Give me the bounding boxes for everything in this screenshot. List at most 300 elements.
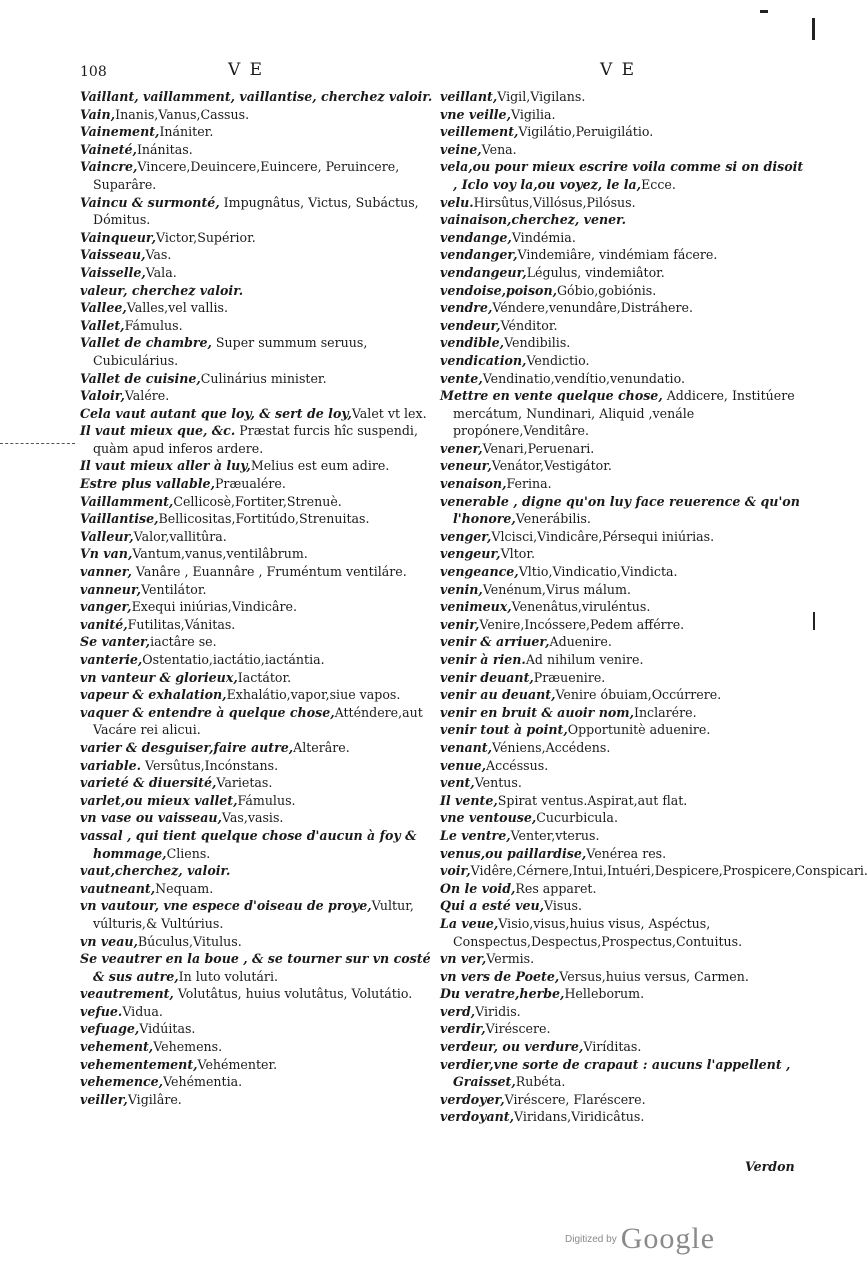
entry-headword: vener,: [440, 440, 483, 456]
dictionary-entry: [80, 545, 445, 563]
dictionary-entry: [80, 774, 445, 792]
dictionary-entry: [80, 598, 445, 616]
dictionary-entry: [440, 246, 805, 264]
entry-translation: Præualére.: [214, 476, 286, 492]
entry-translation: Valet vt lex.: [351, 405, 427, 421]
entry-translation: Vendinatio,vendítio,venundatio.: [482, 370, 685, 386]
entry-headword: Vaisseau,: [80, 247, 146, 263]
entry-headword: verd,: [440, 1003, 476, 1019]
entry-headword: verdier,vne sorte de crapaut : aucuns l'appellent , Graisset,: [440, 1056, 791, 1090]
dictionary-entry: [80, 282, 445, 300]
dictionary-entry: [80, 880, 445, 898]
entry-headword: vendre,: [440, 300, 493, 316]
entry-headword: Vallet,: [80, 317, 125, 333]
dictionary-entry: [440, 809, 805, 827]
dictionary-entry: [440, 774, 805, 792]
dictionary-entry: [440, 88, 805, 106]
dictionary-entry: [440, 915, 805, 950]
dictionary-entry: [80, 123, 445, 141]
dictionary-entry: [440, 317, 805, 335]
dictionary-entry: [440, 616, 805, 634]
entry-headword: vendication,: [440, 352, 527, 368]
entry-translation: Vendibilis.: [504, 335, 571, 351]
dictionary-entry: [440, 334, 805, 352]
google-watermark: [565, 1222, 715, 1256]
entry-translation: Vas.: [145, 247, 172, 263]
entry-translation: Accéssus.: [486, 757, 549, 773]
page-number: 108: [80, 64, 107, 80]
dictionary-entry: [440, 757, 805, 775]
dictionary-entry: [80, 317, 445, 335]
entry-headword: varlet,ou mieux vallet,: [80, 792, 238, 808]
entry-headword: veillant,: [440, 89, 498, 104]
entry-translation: Cucurbicula.: [536, 810, 618, 826]
entry-translation: Vénditor.: [500, 317, 558, 333]
entry-translation: Melius est eum adire.: [250, 458, 390, 474]
entry-headword: veillement,: [440, 124, 519, 140]
entry-translation: Vantum,vanus,ventilâbrum.: [132, 546, 308, 562]
entry-headword: Il vaut mieux aller à luy,: [80, 458, 251, 474]
entry-headword: vanterie,: [80, 652, 143, 667]
entry-translation: Cliens.: [166, 845, 211, 861]
entry-headword: vela,ou pour mieux escrire voila comme si on disoit , Iclo voy la,ou voyez, le la,: [440, 159, 804, 192]
entry-headword: verdeur, ou verdure,: [440, 1039, 584, 1055]
entry-headword: Vn van,: [80, 546, 133, 562]
entry-translation: Visus.: [544, 898, 582, 914]
entry-translation: Venari,Peruenari.: [482, 440, 595, 456]
entry-headword: Mettre en vente quelque chose,: [440, 388, 663, 404]
dictionary-entry: [80, 493, 445, 511]
entry-translation: Valére.: [124, 388, 170, 404]
entry-headword: vengeance,: [440, 564, 519, 580]
dictionary-entry: [80, 299, 445, 317]
entry-translation: Præstat furcis hîc suspendi, quàm apud inferos ardere.: [93, 423, 418, 456]
entry-translation: Venire óbuiam,Occúrrere.: [555, 687, 722, 703]
entry-translation: Spirat ventus.Aspirat,aut flat.: [497, 792, 688, 808]
entry-headword: Vallet de cuisine,: [80, 370, 201, 386]
dictionary-entry: [440, 1020, 805, 1038]
dictionary-entry: [80, 633, 445, 651]
dictionary-entry: [440, 581, 805, 599]
entry-translation: Vermis.: [486, 951, 535, 967]
entry-translation: Góbio,gobiónis.: [556, 282, 657, 298]
entry-headword: vefuage,: [80, 1021, 140, 1037]
dictionary-entry: [440, 968, 805, 986]
entry-headword: Du veratre,herbe,: [440, 986, 565, 1002]
dictionary-entry: [80, 405, 445, 423]
entry-translation: Vehémentia.: [163, 1074, 243, 1090]
entry-headword: vanité,: [80, 616, 128, 632]
entry-headword: vanger,: [80, 599, 132, 615]
dictionary-entry: [440, 194, 805, 212]
dictionary-entry: [440, 282, 805, 300]
scan-mark-right-mid: [813, 612, 815, 630]
dictionary-entry: [80, 1073, 445, 1091]
dictionary-entry: [440, 721, 805, 739]
dictionary-entry: [440, 493, 805, 528]
entry-headword: verdir,: [440, 1021, 486, 1037]
dictionary-entry: [440, 457, 805, 475]
dictionary-entry: [80, 686, 445, 704]
entry-translation: Venenâtus,viruléntus.: [511, 599, 651, 615]
dictionary-entry: [440, 950, 805, 968]
dictionary-entry: [80, 563, 445, 581]
entry-headword: voir,: [440, 863, 471, 879]
entry-translation: In luto volutári.: [178, 968, 278, 984]
entry-translation: Bellicositas,Fortitúdo,Strenuitas.: [158, 511, 370, 527]
entry-headword: Vaillant, vaillamment, vaillantise, cherchez valoir.: [80, 89, 433, 104]
entry-headword: vehementement,: [80, 1056, 198, 1072]
entry-translation: Ventilátor.: [141, 581, 207, 597]
dictionary-entry: [80, 950, 445, 985]
entry-headword: veine,: [440, 141, 482, 157]
dictionary-entry: [80, 704, 445, 739]
header-left: V E: [228, 60, 265, 80]
entry-headword: venir tout à point,: [440, 722, 568, 738]
entry-headword: veiller,: [80, 1091, 128, 1107]
entry-translation: Inclarére.: [633, 704, 697, 720]
dictionary-entry: [440, 633, 805, 651]
dictionary-entry: [440, 1003, 805, 1021]
entry-headword: venin,: [440, 581, 483, 597]
entry-translation: Ventus.: [474, 775, 522, 791]
entry-translation: Versûtus,Incónstans.: [141, 757, 279, 773]
entry-translation: Vindémia.: [511, 229, 576, 245]
entry-headword: venger,: [440, 528, 492, 544]
entry-headword: vendoise,poison,: [440, 282, 557, 298]
dictionary-entry: [80, 792, 445, 810]
entry-translation: Vigil,Vigilans.: [497, 89, 586, 104]
dictionary-entry: [80, 158, 445, 193]
dictionary-entry: [440, 598, 805, 616]
dictionary-entry: [440, 264, 805, 282]
entry-translation: Viréscere.: [485, 1021, 551, 1037]
watermark-prefix: Digitized by: [565, 1234, 617, 1245]
entry-headword: vanneur,: [80, 581, 142, 597]
dictionary-entry: [440, 475, 805, 493]
dictionary-entry: [440, 352, 805, 370]
entry-headword: Vainement,: [80, 124, 160, 140]
entry-headword: vefue.: [80, 1003, 123, 1019]
entry-translation: Vindemiâre, vindémiam fácere.: [517, 247, 718, 263]
entry-translation: Valor,vallitûra.: [133, 528, 227, 544]
entry-headword: venus,ou paillardise,: [440, 845, 587, 861]
entry-headword: vendange,: [440, 229, 512, 245]
entry-headword: On le void,: [440, 880, 516, 896]
entry-translation: Viréscere, Flaréscere.: [504, 1091, 646, 1107]
dictionary-entry: [80, 616, 445, 634]
entry-headword: venant,: [440, 739, 493, 755]
dictionary-entry: [440, 827, 805, 845]
entry-translation: Vigilátio,Peruigilátio.: [518, 124, 654, 140]
dictionary-entry: [80, 862, 445, 880]
entry-translation: Fámulus.: [237, 792, 296, 808]
entry-translation: Vltor.: [500, 546, 535, 562]
dictionary-entry: [80, 739, 445, 757]
entry-translation: Fámulus.: [124, 317, 183, 333]
dictionary-entry: [80, 88, 445, 106]
entry-headword: Vaisselle,: [80, 264, 146, 280]
entry-headword: Estre plus vallable,: [80, 476, 215, 492]
dictionary-entry: [440, 440, 805, 458]
dictionary-entry: [80, 1056, 445, 1074]
entry-headword: valeur, cherchez valoir.: [80, 282, 244, 298]
dictionary-entry: [440, 563, 805, 581]
entry-translation: Exhalátio,vapor,siue vapos.: [226, 687, 401, 703]
entry-headword: vendanger,: [440, 247, 518, 263]
entry-headword: vne veille,: [440, 106, 511, 122]
dictionary-entry: [80, 246, 445, 264]
entry-headword: vaut,cherchez, valoir.: [80, 863, 231, 879]
dictionary-entry: [80, 985, 445, 1003]
entry-headword: vanner,: [80, 564, 132, 580]
dictionary-entry: [80, 1003, 445, 1021]
entry-headword: Vain,: [80, 106, 116, 122]
entry-headword: Se veautrer en la boue , & se tourner sur vn costé & sus autre,: [80, 951, 431, 984]
entry-headword: Vainqueur,: [80, 229, 156, 245]
dictionary-entry: [80, 387, 445, 405]
dictionary-entry: [440, 1056, 805, 1091]
entry-headword: venerable , digne qu'on luy face reuerence & qu'on l'honore,: [440, 493, 800, 527]
entry-headword: veneur,: [440, 458, 492, 474]
left-column: [80, 88, 445, 1108]
entry-headword: Vallet de chambre,: [80, 335, 212, 351]
dictionary-entry: [440, 985, 805, 1003]
entry-headword: varieté & diuersité,: [80, 775, 217, 791]
entry-headword: vautneant,: [80, 880, 156, 896]
entry-translation: Addicere, Institúere mercátum, Nundinari, Aliquid ,venále propónere,Venditâre.: [453, 388, 795, 439]
dictionary-entry: [440, 686, 805, 704]
entry-translation: Venter,vterus.: [510, 827, 600, 843]
entry-headword: veautrement,: [80, 986, 174, 1002]
dictionary-entry: [80, 457, 445, 475]
entry-translation: Futilitas,Vánitas.: [127, 616, 236, 632]
entry-headword: vassal , qui tient quelque chose d'aucun à foy & hommage,: [80, 827, 417, 861]
entry-headword: vendeur,: [440, 317, 501, 333]
dictionary-entry: [80, 757, 445, 775]
entry-headword: Vallee,: [80, 300, 127, 316]
entry-headword: vn vers de Poete,: [440, 968, 560, 984]
entry-headword: vaquer & entendre à quelque chose,: [80, 704, 335, 720]
entry-headword: venue,: [440, 757, 487, 773]
dictionary-entry: [80, 669, 445, 687]
entry-translation: Res apparet.: [515, 880, 597, 896]
entry-headword: Valleur,: [80, 528, 134, 544]
dictionary-entry: [80, 827, 445, 862]
dictionary-entry: [440, 387, 805, 440]
entry-translation: Vultur, vúlturis,& Vultúrius.: [93, 898, 414, 931]
dictionary-entry: [80, 370, 445, 388]
entry-translation: Inanis,Vanus,Cassus.: [115, 106, 250, 122]
entry-translation: Atténdere,aut Vacáre rei alicui.: [93, 704, 423, 738]
entry-headword: Valoir,: [80, 388, 125, 404]
entry-translation: iactâre se.: [150, 634, 217, 650]
dictionary-entry: [440, 1091, 805, 1109]
entry-headword: venir deuant,: [440, 669, 534, 685]
dictionary-entry: [80, 651, 445, 669]
google-logo: Google: [620, 1222, 716, 1255]
entry-translation: Ad nihilum venire.: [525, 652, 644, 667]
entry-translation: Opportunitè aduenire.: [567, 722, 711, 738]
dictionary-entry: [80, 510, 445, 528]
entry-headword: Qui a esté veu,: [440, 898, 545, 914]
entry-translation: Versus,huius versus, Carmen.: [559, 968, 749, 984]
entry-translation: Vanâre , Euannâre , Fruméntum ventiláre.: [131, 564, 407, 580]
entry-headword: vente,: [440, 370, 483, 386]
entry-headword: vent,: [440, 775, 475, 791]
dictionary-entry: [440, 545, 805, 563]
entry-translation: Véndere,venundâre,Distráhere.: [492, 300, 693, 316]
entry-headword: venir au deuant,: [440, 687, 556, 703]
entry-translation: Impugnâtus, Victus, Subáctus, Dómitus.: [93, 194, 419, 228]
entry-translation: Victor,Supérior.: [155, 229, 256, 245]
dictionary-entry: [440, 158, 805, 193]
entry-headword: Se vanter,: [80, 634, 151, 650]
scan-mark-right-edge: [812, 18, 815, 40]
entry-headword: Vaincu & surmonté,: [80, 194, 220, 210]
dictionary-entry: [80, 897, 445, 932]
entry-headword: venir à rien.: [440, 652, 526, 667]
dictionary-entry: [80, 933, 445, 951]
catchword: Verdon: [745, 1159, 795, 1174]
entry-headword: Vaineté,: [80, 141, 137, 157]
entry-translation: Vidêre,Cérnere,Intui,Intuéri,Despicere,Prospicere,Conspicari.: [470, 863, 868, 879]
entry-headword: Le ventre,: [440, 827, 511, 843]
entry-headword: vne ventouse,: [440, 810, 537, 826]
entry-translation: Rubéta.: [515, 1074, 566, 1090]
entry-translation: Vehemens.: [153, 1039, 223, 1055]
entry-headword: vn vase ou vaisseau,: [80, 810, 222, 826]
entry-headword: velu.: [440, 194, 474, 210]
entry-headword: venir en bruit & auoir nom,: [440, 704, 634, 720]
entry-headword: vendible,: [440, 335, 505, 351]
right-column: [440, 88, 868, 1126]
entry-headword: vn ver,: [440, 951, 487, 967]
entry-headword: venaison,: [440, 476, 507, 492]
entry-translation: Vas,vasis.: [221, 810, 284, 826]
entry-translation: Búculus,Vitulus.: [137, 933, 242, 949]
entry-translation: Vena.: [481, 141, 517, 157]
entry-headword: Il vaut mieux que, &c.: [80, 423, 236, 439]
entry-translation: Venátor,Vestigátor.: [491, 458, 612, 474]
entry-translation: Ferina.: [506, 476, 552, 492]
entry-headword: venir & arriuer,: [440, 634, 550, 650]
entry-headword: venimeux,: [440, 599, 512, 615]
entry-translation: Vala.: [145, 264, 177, 280]
entry-translation: Vltio,Vindicatio,Vindicta.: [518, 564, 678, 580]
dictionary-entry: [80, 106, 445, 124]
entry-translation: Ostentatio,iactátio,iactántia.: [142, 652, 325, 667]
dictionary-entry: [80, 528, 445, 546]
dictionary-entry: [80, 809, 445, 827]
dictionary-entry: [80, 141, 445, 159]
dictionary-entry: [440, 704, 805, 722]
dictionary-entry: [440, 211, 805, 229]
dictionary-entry: [80, 194, 445, 229]
entry-translation: Valles,vel vallis.: [126, 300, 228, 316]
dictionary-entry: [440, 862, 868, 880]
entry-headword: verdoyer,: [440, 1091, 505, 1107]
entry-translation: Alterâre.: [293, 739, 350, 755]
entry-translation: Præuenire.: [533, 669, 606, 685]
entry-translation: Venire,Incóssere,Pedem afférre.: [479, 616, 685, 632]
dictionary-entry: [440, 1038, 805, 1056]
dictionary-entry: [80, 1038, 445, 1056]
entry-headword: vn vautour, vne espece d'oiseau de proye,: [80, 898, 372, 914]
entry-translation: Aduenire.: [549, 634, 612, 650]
entry-headword: vengeur,: [440, 546, 501, 562]
entry-headword: vainaison,cherchez, vener.: [440, 212, 626, 228]
entry-headword: Vaillantise,: [80, 511, 159, 527]
dictionary-entry: [440, 651, 805, 669]
entry-headword: La veue,: [440, 915, 499, 931]
entry-translation: Volutâtus, huius volutâtus, Volutátio.: [173, 986, 413, 1002]
scan-mark-top-right: [760, 10, 768, 13]
dictionary-entry: [440, 528, 805, 546]
entry-translation: Viridis.: [475, 1003, 521, 1019]
entry-translation: Viridans,Viridicâtus.: [514, 1109, 645, 1125]
dictionary-entry: [80, 1020, 445, 1038]
entry-translation: Vidúitas.: [139, 1021, 196, 1037]
dictionary-entry: [80, 422, 445, 457]
entry-translation: Ecce.: [641, 176, 676, 192]
dictionary-entry: [80, 475, 445, 493]
dictionary-entry: [440, 299, 805, 317]
dictionary-entry: [80, 581, 445, 599]
entry-headword: Vaillamment,: [80, 493, 174, 509]
entry-translation: Véniens,Accédens.: [492, 739, 611, 755]
dictionary-entry: [440, 845, 805, 863]
entry-headword: varier & desguiser,faire autre,: [80, 739, 294, 755]
entry-translation: Vigilia.: [510, 106, 556, 122]
scan-dash-left: [0, 443, 75, 444]
entry-translation: Helleborum.: [564, 986, 645, 1002]
entry-headword: variable.: [80, 757, 142, 773]
dictionary-entry: [440, 880, 805, 898]
entry-headword: vn veau,: [80, 933, 138, 949]
entry-translation: Vidua.: [122, 1003, 163, 1019]
dictionary-entry: [440, 792, 805, 810]
dictionary-entry: [440, 739, 805, 757]
entry-headword: vehement,: [80, 1039, 154, 1055]
entry-headword: Cela vaut autant que loy, & sert de loy,: [80, 405, 352, 421]
entry-translation: Inániter.: [159, 124, 214, 140]
entry-headword: Il vente,: [440, 792, 498, 808]
dictionary-entry: [440, 669, 805, 687]
dictionary-entry: [440, 897, 805, 915]
entry-translation: Légulus, vindemiâtor.: [526, 264, 665, 280]
entry-headword: vehemence,: [80, 1074, 164, 1090]
entry-headword: vendangeur,: [440, 264, 527, 280]
dictionary-entry: [440, 1108, 805, 1126]
dictionary-entry: [440, 123, 805, 141]
entry-translation: Venérea res.: [586, 845, 667, 861]
entry-translation: Super summum seruus, Cubiculárius.: [93, 335, 368, 368]
dictionary-entry: [440, 370, 805, 388]
entry-translation: Viríditas.: [583, 1039, 642, 1055]
entry-translation: Varietas.: [216, 775, 273, 791]
dictionary-entry: [80, 229, 445, 247]
entry-translation: Exequi iniúrias,Vindicâre.: [131, 599, 297, 615]
entry-headword: Vaincre,: [80, 159, 138, 175]
entry-translation: Inánitas.: [136, 141, 193, 157]
entry-headword: venir,: [440, 616, 480, 632]
dictionary-entry: [440, 141, 805, 159]
entry-translation: Cellicosè,Fortiter,Strenuè.: [173, 493, 342, 509]
entry-translation: Vigilâre.: [127, 1091, 182, 1107]
dictionary-entry: [80, 264, 445, 282]
entry-headword: vapeur & exhalation,: [80, 687, 227, 703]
